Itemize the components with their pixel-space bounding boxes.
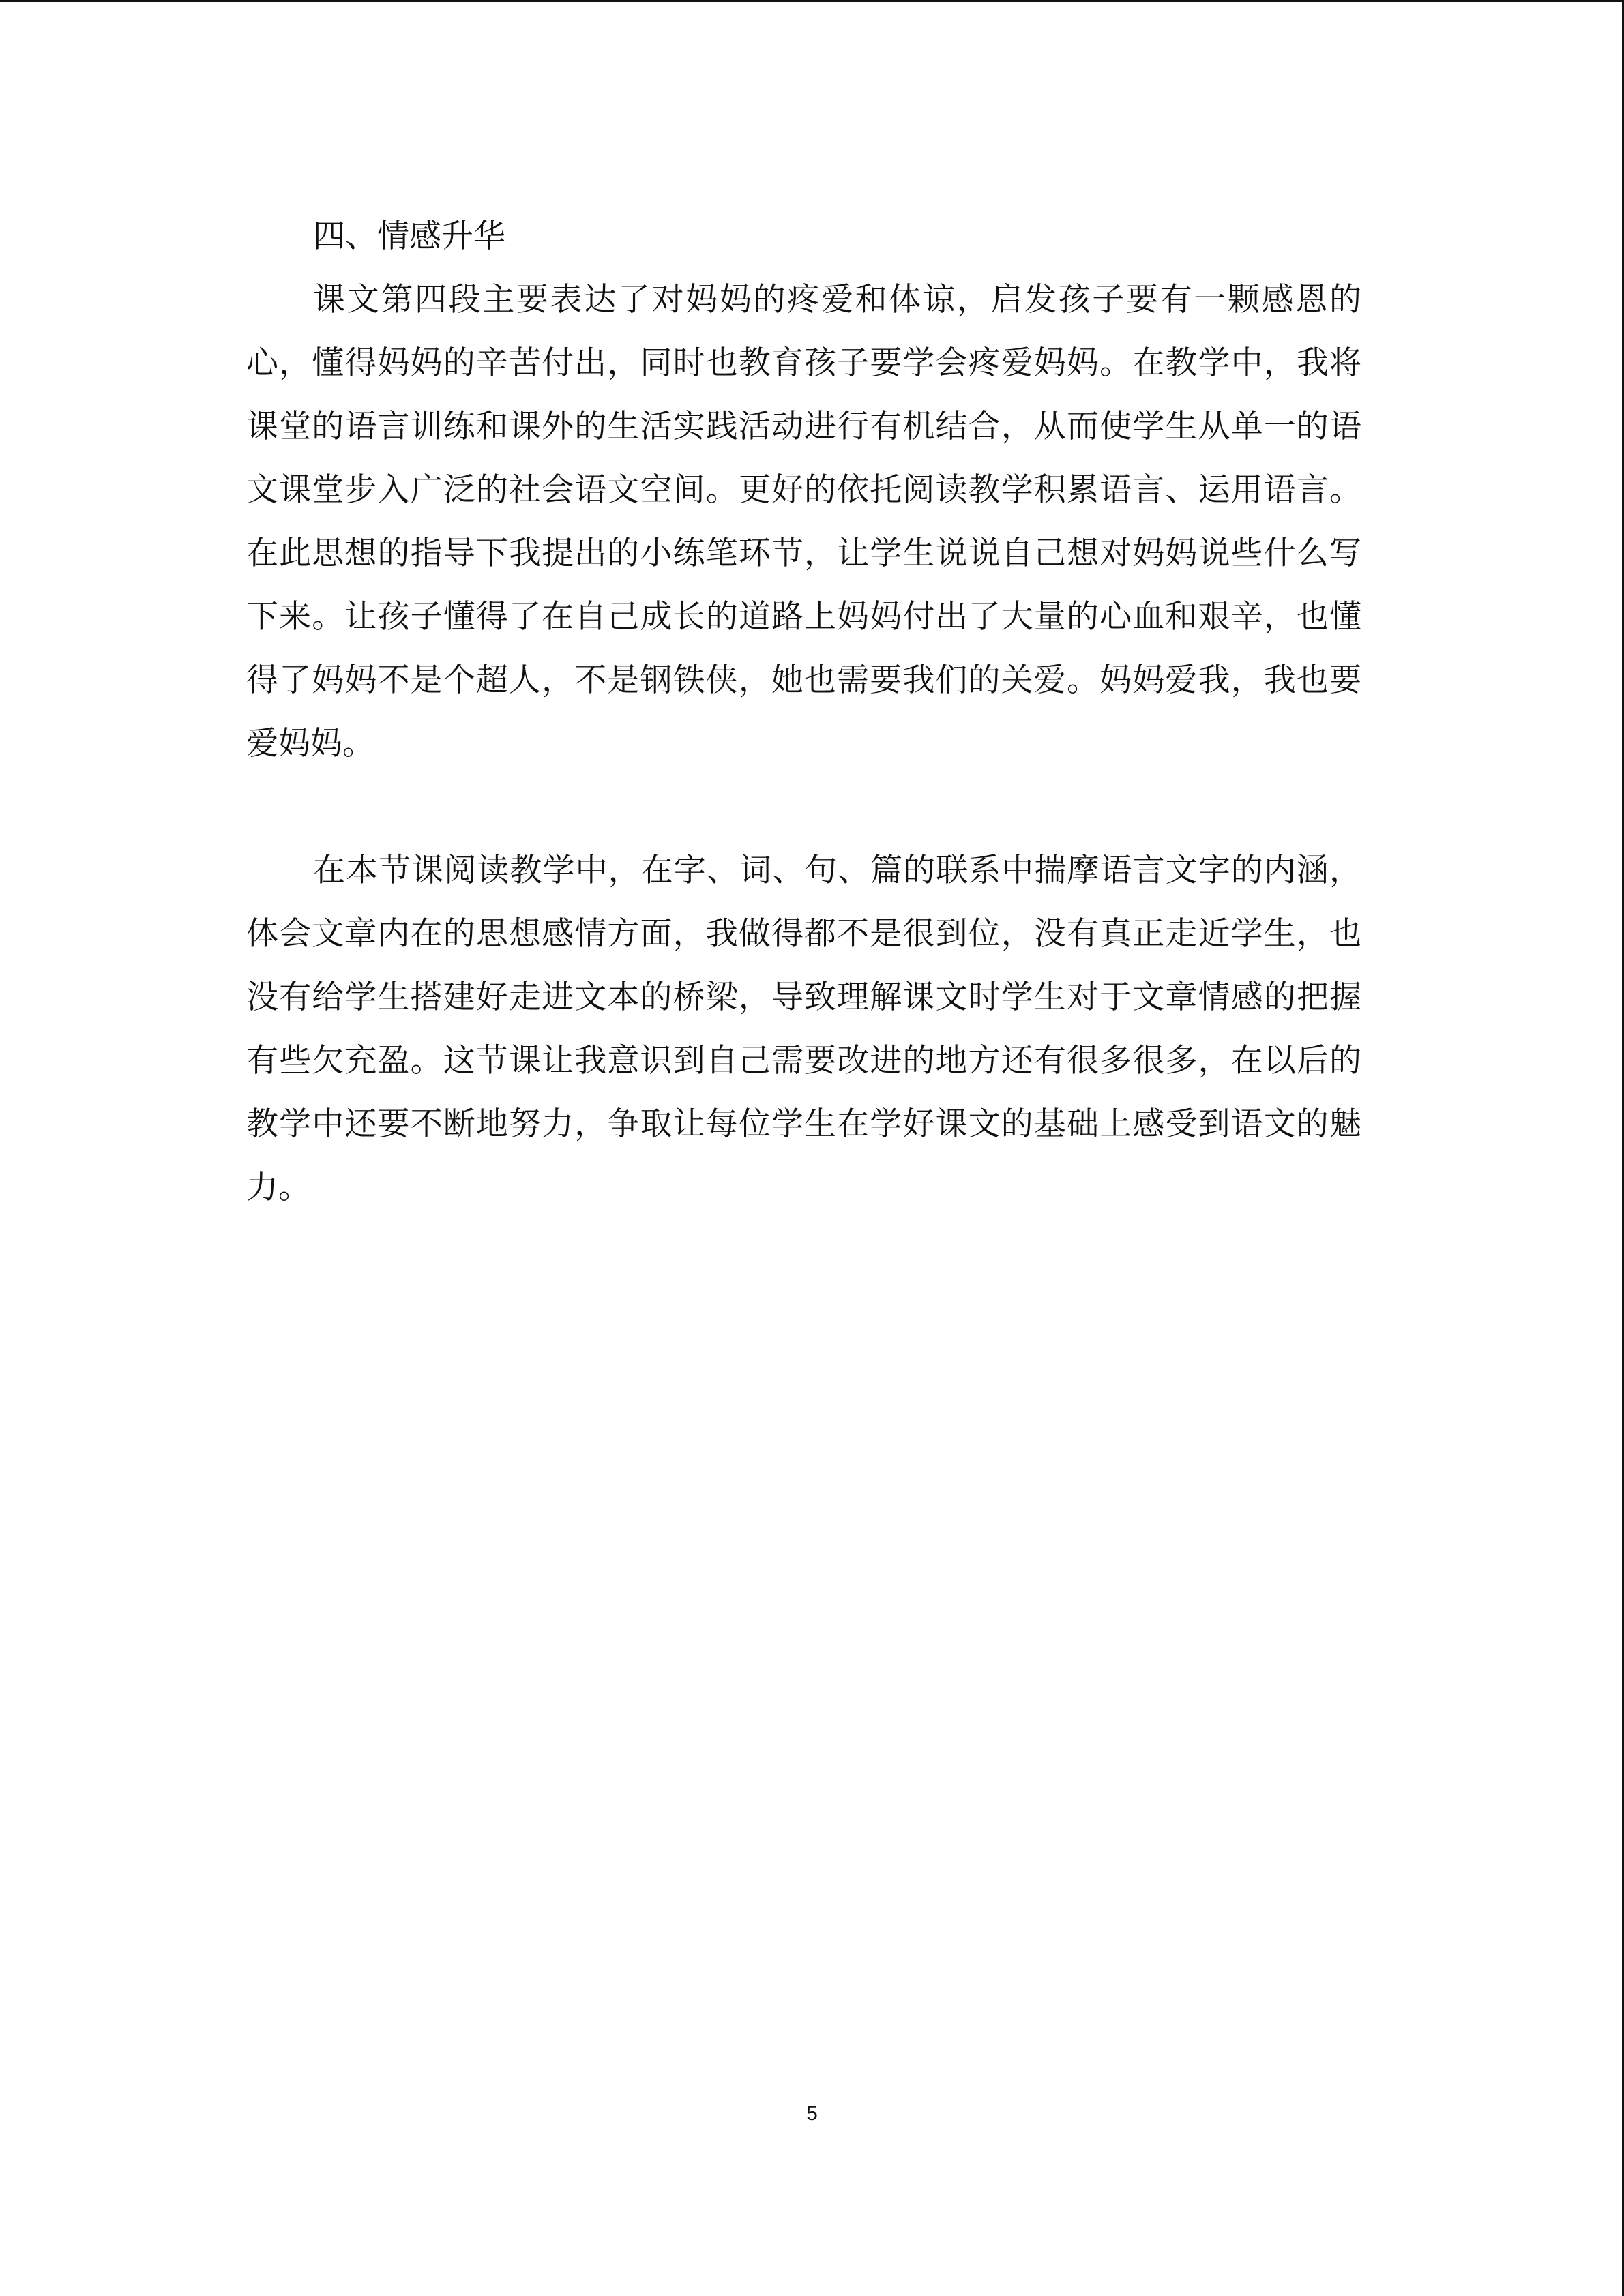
paragraph-line: 文课堂步入广泛的社会语文空间。更好的依托阅读教学积累语言、运用语言。 (246, 471, 1361, 509)
section-heading: 四、情感升华 (313, 218, 505, 255)
paragraph-line: 没有给学生搭建好走进文本的桥梁，导致理解课文时学生对于文章情感的把握 (246, 979, 1361, 1016)
paragraph-gratitude (246, 268, 1361, 775)
paragraph-line: 体会文章内在的思想感情方面，我做得都不是很到位，没有真正走近学生，也 (246, 915, 1361, 953)
paragraph-line: 力。 (246, 1169, 310, 1206)
paragraph-line: 有些欠充盈。这节课让我意识到自己需要改进的地方还有很多很多，在以后的 (246, 1042, 1361, 1079)
paragraph-line: 心，懂得妈妈的辛苦付出，同时也教育孩子要学会疼爱妈妈。在教学中，我将 (246, 344, 1361, 382)
paragraph-line: 在此思想的指导下我提出的小练笔环节，让学生说说自己想对妈妈说些什么写 (246, 535, 1361, 572)
paragraph-line: 课堂的语言训练和课外的生活实践活动进行有机结合，从而使学生从单一的语 (246, 408, 1361, 445)
paragraph-line: 得了妈妈不是个超人，不是钢铁侠，她也需要我们的关爱。妈妈爱我，我也要 (246, 661, 1361, 699)
document-body (246, 205, 1361, 1219)
paragraph-line: 爱妈妈。 (246, 725, 374, 762)
paragraph-line: 在本节课阅读教学中，在字、词、句、篇的联系中揣摩语言文字的内涵， (313, 852, 1361, 889)
paragraph-line: 下来。让孩子懂得了在自己成长的道路上妈妈付出了大量的心血和艰辛，也懂 (246, 598, 1361, 636)
paragraph-line: 教学中还要不断地努力，争取让每位学生在学好课文的基础上感受到语文的魅 (246, 1105, 1361, 1143)
paragraph-line: 课文第四段主要表达了对妈妈的疼爱和体谅，启发孩子要有一颗感恩的 (313, 281, 1361, 318)
paragraph-reflection (246, 839, 1361, 1219)
paragraph-spacer (246, 775, 1361, 839)
page-number: 5 (806, 2102, 818, 2125)
